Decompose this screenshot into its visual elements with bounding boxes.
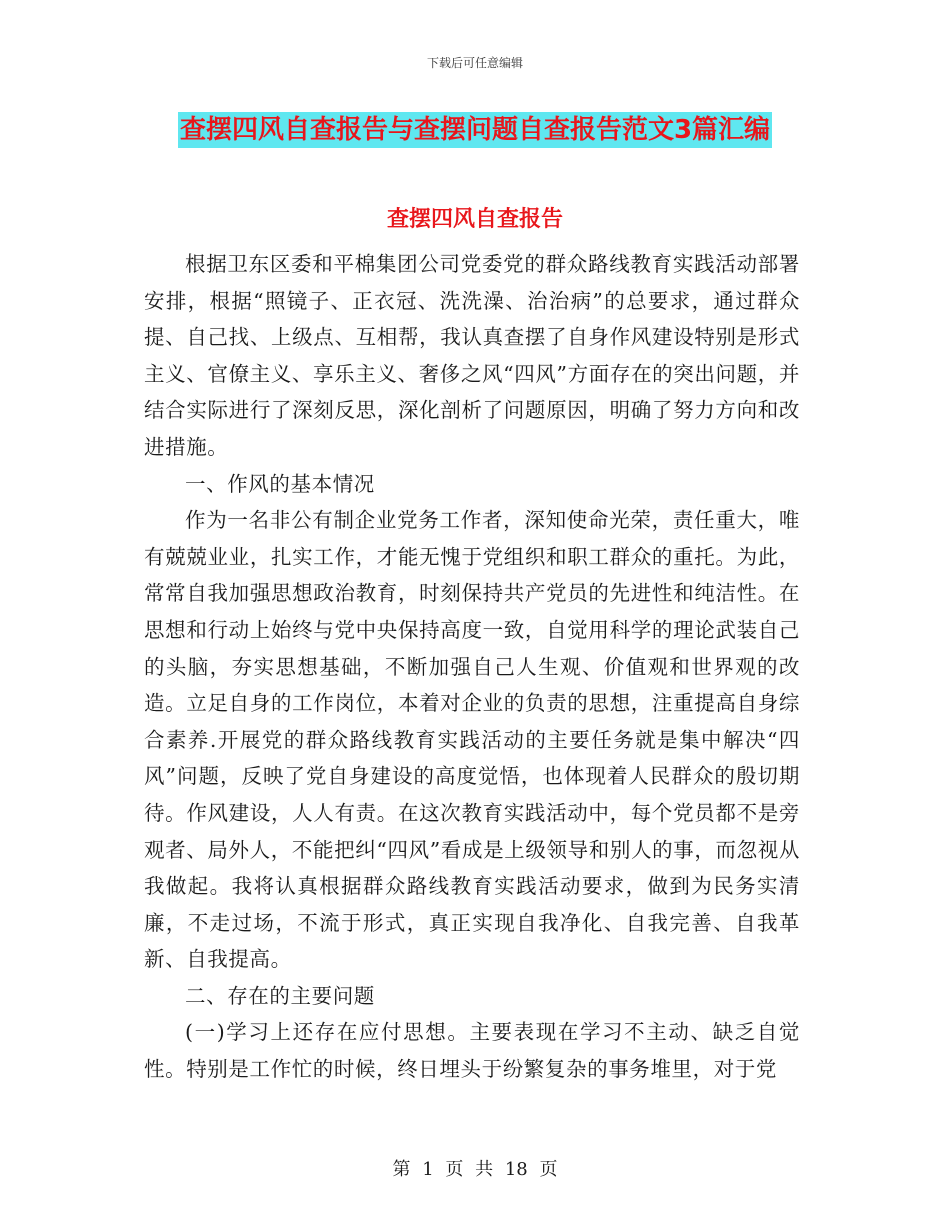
paragraph-intro: 根据卫东区委和平棉集团公司党委党的群众路线教育实践活动部署安排，根据“照镜子、正衣冠、洗洗澡、治治病”的总要求，通过群众提、自己找、上级点、互相帮，我认真查摆了自身作风建设特别是形式主义、官僚主义、享乐主义、奢侈之风“四风”方面存在的突出问题，并结合实际进行了深刻反思，深化剖析了问题原因，明确了努力方向和改进措施。	[144, 252, 800, 459]
paragraph-problem-1: (一)学习上还存在应付思想。主要表现在学习不主动、缺乏自觉性。特别是工作忙的时候，终日埋头于纷繁复杂的事务堆里，对于党	[144, 1020, 800, 1082]
heading-main-problems: 二、存在的主要问题	[185, 983, 375, 1008]
body-text	[144, 246, 800, 1088]
document-title-wrap	[0, 112, 950, 148]
document-title: 查摆四风自查报告与查摆问题自查报告范文3篇汇编	[178, 112, 772, 148]
paragraph-basic-situation: 作为一名非公有制企业党务工作者，深知使命光荣，责任重大，唯有兢兢业业，扎实工作，才能无愧于党组织和职工群众的重托。为此，常常自我加强思想政治教育，时刻保持共产党员的先进性和纯洁性。在思想和行动上始终与党中央保持高度一致，自觉用科学的理论武装自己的头脑，夯实思想基础，不断加强自己人生观、价值观和世界观的改造。立足自身的工作岗位，本着对企业的负责的思想，注重提高自身综合素养.开展党的群众路线教育实践活动的主要任务就是集中解决“四风”问题，反映了党自身建设的高度觉悟，也体现着人民群众的殷切期待。作风建设，人人有责。在这次教育实践活动中，每个党员都不是旁观者、局外人，不能把纠“四风”看成是上级领导和别人的事，而忽视从我做起。我将认真根据群众路线教育实践活动要求，做到为民务实清廉，不走过场，不流于形式，真正实现自我净化、自我完善、自我革新、自我提高。	[144, 508, 800, 972]
header-note: 下载后可任意编辑	[426, 56, 523, 70]
page-footer: 第 1 页 共 18 页	[392, 1159, 558, 1180]
section-title: 查摆四风自查报告	[386, 207, 563, 232]
heading-basic-situation: 一、作风的基本情况	[185, 471, 375, 496]
